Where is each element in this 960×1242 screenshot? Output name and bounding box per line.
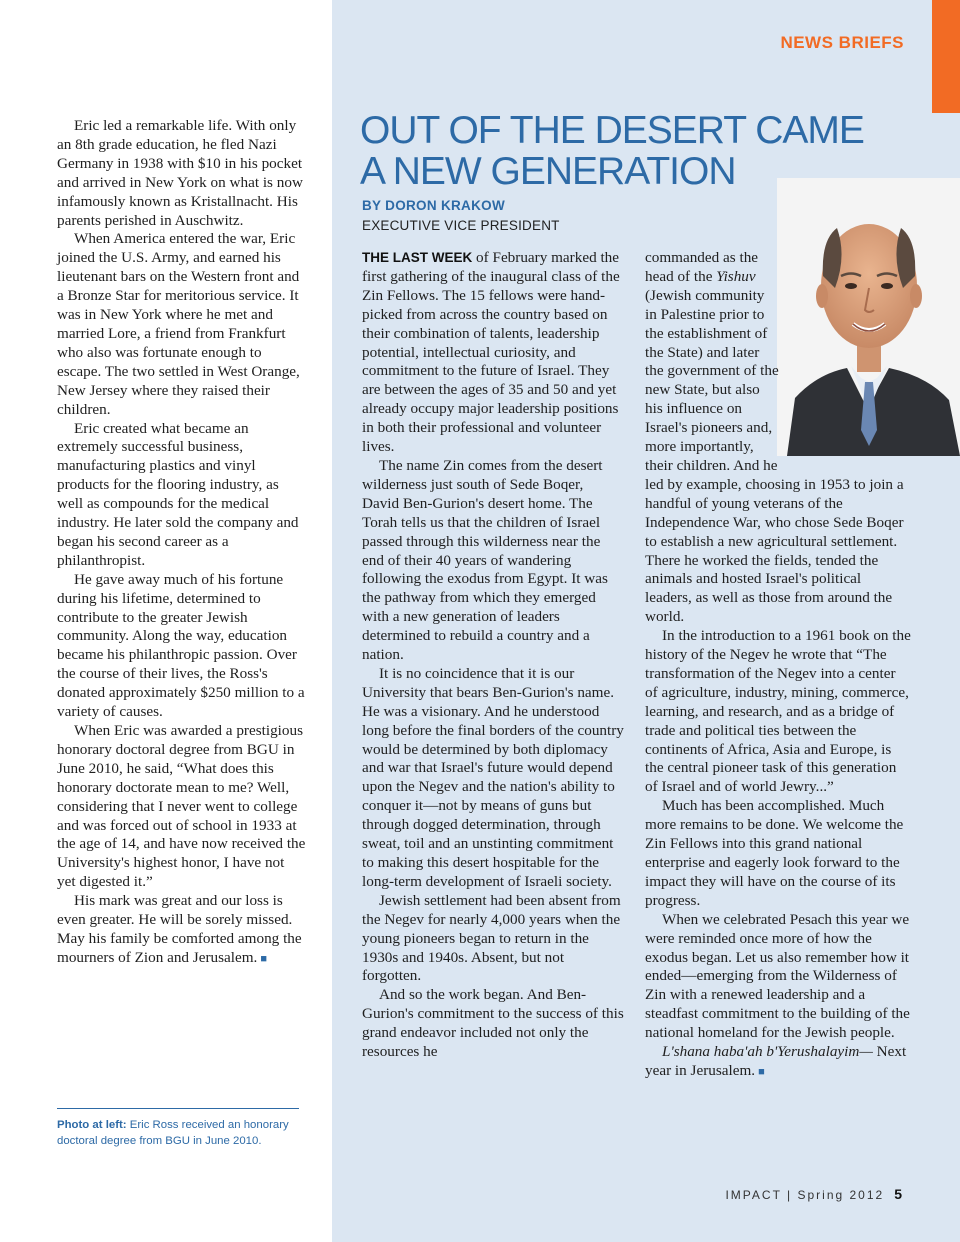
end-mark-icon: ■: [260, 952, 267, 965]
obituary-paragraph: Eric led a remarkable life. With only an 8th grade education, he fled Nazi Germany in 1938 with $10 in his pocket and arrived in New York on what is now infamously known as Kristallnacht. His parents perished in Auschwitz.: [57, 117, 303, 229]
section-accent-bar: [932, 0, 960, 113]
article-column-2: [645, 249, 911, 1082]
portrait-wrap-space: [779, 249, 911, 457]
headline-line-1: OUT OF THE DESERT CAME: [360, 109, 864, 152]
author-title: EXECUTIVE VICE PRESIDENT: [362, 218, 560, 233]
article-paragraph-9: When we celebrated Pesach this year we were reminded once more of how the exodus began. Let us also remember how it ended—emerging from the Wilderness of Zin with a renewed leadership and a steadfast commitment to the building of the national homeland for the Jewish people.: [645, 910, 910, 1042]
caption-text: Eric Ross received an honorary doctoral degree from BGU in June 2010.: [57, 1119, 289, 1147]
lead-paragraph-text: of February marked the first gathering of the inaugural class of the Zin Fellows. The 15 fellows were hand-picked from across the country based on their combination of talents, leadership potential, intellectual curiosity, and commitment to the future of Israel. They are between the ages of 35 and 50 and yet already occupy major leadership positions in both their professional and volunteer lives.: [362, 249, 620, 456]
article-closing-paragraph: [645, 1043, 911, 1082]
obituary-paragraph: [57, 892, 306, 969]
article-paragraph-4: Jewish settlement had been absent from the Negev for nearly 4,000 years when the young pioneers began to return in the 1930s and 1940s. Absent, but not forgotten.: [362, 891, 621, 985]
obituary-column: [57, 117, 306, 969]
caption-divider: [57, 1108, 299, 1109]
article-paragraph-3: It is no coincidence that it is our University that bears Ben-Gurion's name. He was a visionary. And he understood long before the final borders of the country would be determined by both diplomacy and war that Israel's future would depend upon the Negev and the nation's ability to conquer it—not by means of guns but through dogged determination, through sweat, toil and an unstinting commitment to making this desert hospitable for the long-term development of Israeli society.: [362, 664, 624, 890]
article-paragraph-5: And so the work began. And Ben-Gurion's commitment to the success of this grand endeavor included not only the resources he: [362, 986, 624, 1061]
obituary-paragraph: When Eric was awarded a prestigious honorary doctoral degree from BGU in June 2010, he said, “What does this honorary doctorate mean to me? Well, considering that I never went to college and was forced out of school in 1933 at the age of 14, and have now received the University's highest honor, I have not yet digested it.”: [57, 722, 306, 891]
article-paragraph-2: The name Zin comes from the desert wilderness just south of Sede Boqer, David Ben-Gurion's desert home. The Torah tells us that the children of Israel passed through this wilderness near the end of their 40 years of wandering following the exodus from Egypt. It was the pathway from which they emerged with a new generation of leaders determined to rebuild a country and a nation.: [362, 456, 608, 664]
page-footer: [725, 1186, 902, 1202]
byline: BY DORON KRAKOW: [362, 198, 506, 213]
page-number: 5: [894, 1186, 902, 1202]
photo-caption: [57, 1117, 307, 1149]
paragraph-text: (Jewish community in Palestine prior to the establishment of the State) and later the government of the new State, but also his influence on Israel's pioneers and, more importantly, their children. And he led by example, choosing in 1953 to join a handful of young veterans of the Independence War, who chose Sede Boqer to establish a new agricultural settlement. There he worked the fields, tended the animals and hosted Israel's political leaders, as well as those from around the world.: [645, 286, 904, 626]
article-paragraph-7: In the introduction to a 1961 book on the history of the Negev he wrote that “The transformation of the Negev into a center of agriculture, industry, mining, commerce, learning, and research, and as a bridge of trade and political ties between the continents of Africa, Asia and Europe, is the central pioneer task of this generation of Israel and of world Jewry...”: [645, 627, 911, 796]
caption-lead: Photo at left:: [57, 1119, 127, 1131]
headline-line-2: A NEW GENERATION: [360, 150, 736, 193]
end-mark-icon: ■: [758, 1065, 765, 1078]
lead-in-caps: THE LAST WEEK: [362, 250, 473, 265]
obituary-paragraph: Eric created what became an extremely successful business, manufacturing plastics and vinyl products for the flooring industry, as well as compounds for the medical industry. He later sold the company and began his second career as a philanthropist.: [57, 419, 299, 569]
section-label: NEWS BRIEFS: [780, 33, 904, 52]
article-paragraph-8: Much has been accomplished. Much more remains to be done. We welcome the Zin Fellows into this grand national enterprise and eagerly look forward to the impact they will have on the course of its progress.: [645, 797, 904, 909]
hebrew-phrase: L'shana haba'ah b'Yerushalayim—: [662, 1043, 873, 1061]
obituary-closing-text: His mark was great and our loss is even greater. He will be sorely missed. May his family be comforted among the mourners of Zion and Jerusalem.: [57, 892, 302, 966]
italic-term: Yishuv: [716, 267, 756, 285]
article-paragraph-1: [362, 249, 624, 457]
paragraph-text: commanded as the head of the: [645, 249, 759, 285]
publication-name: IMPACT | Spring 2012: [725, 1188, 885, 1202]
closing-text: Next year in Jerusalem.: [645, 1043, 907, 1079]
article-column-1: [362, 249, 624, 1062]
obituary-paragraph: When America entered the war, Eric joined the U.S. Army, and earned his lieutenant bars on the Western front and a Bronze Star for meritorious service. It was in New York where he met and married Lore, a friend from Frankfurt who also was fortunate enough to escape. The two settled in West Orange, New Jersey where they raised their children.: [57, 230, 300, 418]
obituary-paragraph: He gave away much of his fortune during his lifetime, determined to contribute to the greater Jewish community. Along the way, education became his philanthropic passion. Over the course of their lives, the Ross's donated approximately $250 million to a variety of causes.: [57, 570, 305, 721]
